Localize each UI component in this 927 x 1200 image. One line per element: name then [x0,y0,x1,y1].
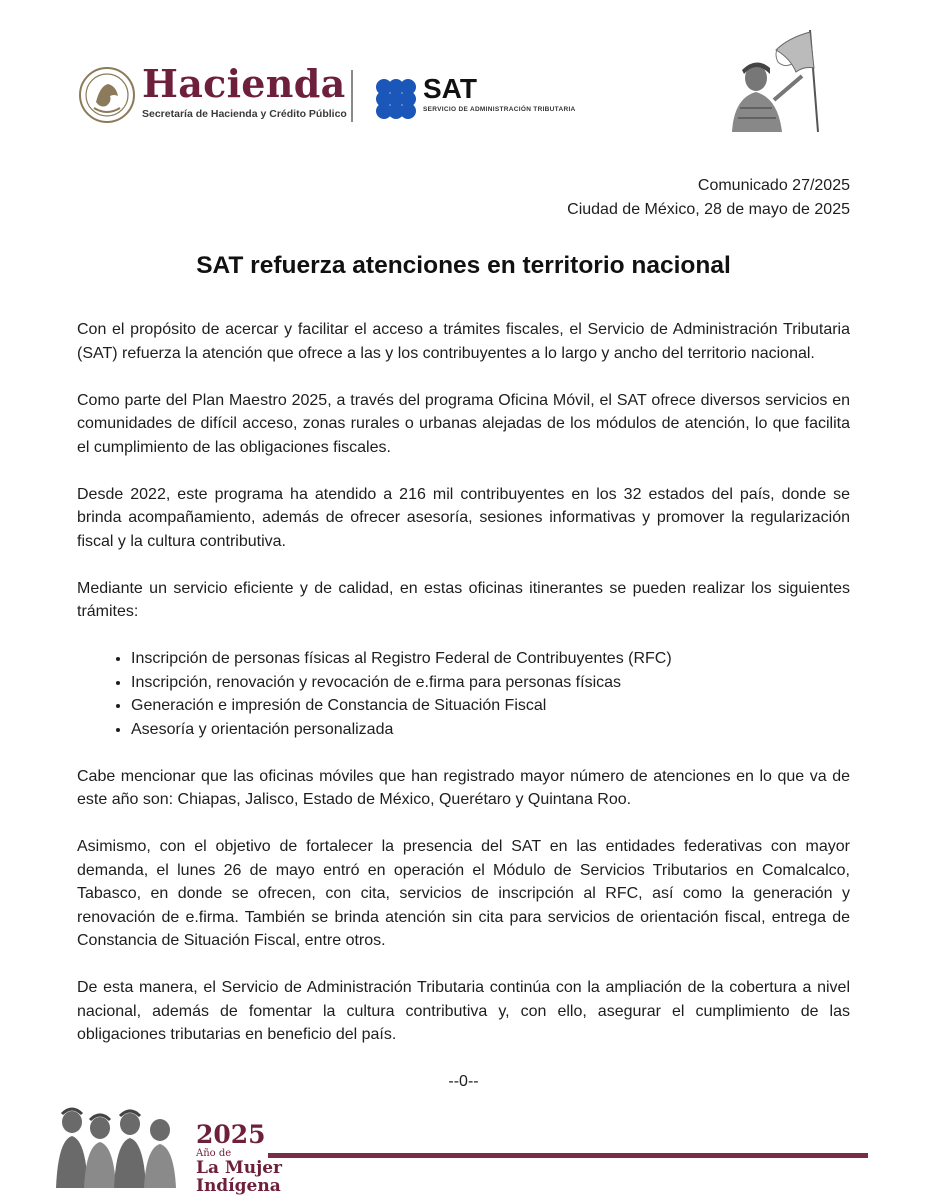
footer [50,1100,870,1196]
page-title: SAT refuerza atenciones en territorio nacional [196,252,731,279]
sat-name: SAT [423,73,477,104]
document-body [77,318,850,1094]
paragraph: Como parte del Plan Maestro 2025, a través del programa Oficina Móvil, el SAT ofrece diversos servicios en comunidades de difícil acceso, zonas rurales o urbanas alejadas de los módulos de atención, lo que facilita el cumplimiento de las obligaciones fiscales. [77,391,850,456]
paragraph: Asimismo, con el objetivo de fortalecer la presencia del SAT en las entidades federativas con mayor demanda, el lunes 26 de mayo entró en operación el Módulo de Servicios Tributarios en Comalcalco, Tabasco, en donde se ofrecen, con cita, servicios de inscripción al RFC, así como la generación y renovación de e.firma. También se brinda atención sin cita para servicios de orientación fiscal, entrega de Constancia de Situación Fiscal, entre otros. [77,838,850,949]
hacienda-name: Hacienda [142,61,346,106]
place-date: Ciudad de México, 28 de mayo de 2025 [567,201,850,218]
paragraph: De esta manera, el Servicio de Administración Tributaria continúa con la ampliación de la cobertura a nivel nacional, además de fomentar la cultura contributiva y, con ello, asegurar el cumplimiento de las obligaciones tributarias en beneficio del país. [77,979,850,1043]
tramites-list [77,647,850,741]
list-item: • Asesoría y orientación personalizada [131,718,850,742]
list-item: • Generación e impresión de Constancia de Situación Fiscal [131,694,850,718]
paragraph: Desde 2022, este programa ha atendido a 216 mil contribuyentes en los 32 estados del país, donde se brinda acompañamiento, además de ofrecer asesoría, sesiones informativas y promover la regularización fiscal y la cultura contributiva. [77,485,850,550]
sat-logo [423,74,576,113]
footer-divider [268,1153,868,1158]
footer-la-mujer: La Mujer [196,1158,282,1178]
footer-year: 2025 [196,1120,266,1149]
footer-indigena: Indígena [196,1176,281,1196]
list-item: • Inscripción, renovación y revocación de e.firma para personas físicas [131,671,850,695]
list-item: • Inscripción de personas físicas al Registro Federal de Contribuyentes (RFC) [131,647,850,671]
hacienda-subtitle: Secretaría de Hacienda y Crédito Público [142,108,347,120]
sat-dots-icon [375,78,417,120]
comunicado-meta [567,174,850,222]
paragraph: Mediante un servicio eficiente y de calidad, en estas oficinas itinerantes se pueden realizar los siguientes trámites: [77,579,850,620]
mexico-seal-icon [78,66,136,124]
sat-subtitle: SERVICIO DE ADMINISTRACIÓN TRIBUTARIA [423,106,576,113]
anio-mujer-indigena-logo [196,1122,282,1195]
paragraph: Cabe mencionar que las oficinas móviles que han registrado mayor número de atenciones en lo que va de este año son: Chiapas, Jalisco, Estado de México, Querétaro y Quintana Roo. [77,767,850,808]
end-mark: --0-- [448,1073,479,1090]
logo-divider [351,70,353,122]
paragraph: Con el propósito de acercar y facilitar el acceso a trámites fiscales, el Servicio de Administración Tributaria (SAT) refuerza la atención que ofrece a las y los contribuyentes a lo largo y ancho del territorio nacional. [77,321,850,362]
comunicado-number: Comunicado 27/2025 [697,177,850,194]
woman-with-flag-icon [718,28,828,136]
hacienda-logo [142,61,347,120]
indigenous-women-illustration-icon [50,1100,190,1188]
footer-ano-de: Año de [196,1148,232,1159]
